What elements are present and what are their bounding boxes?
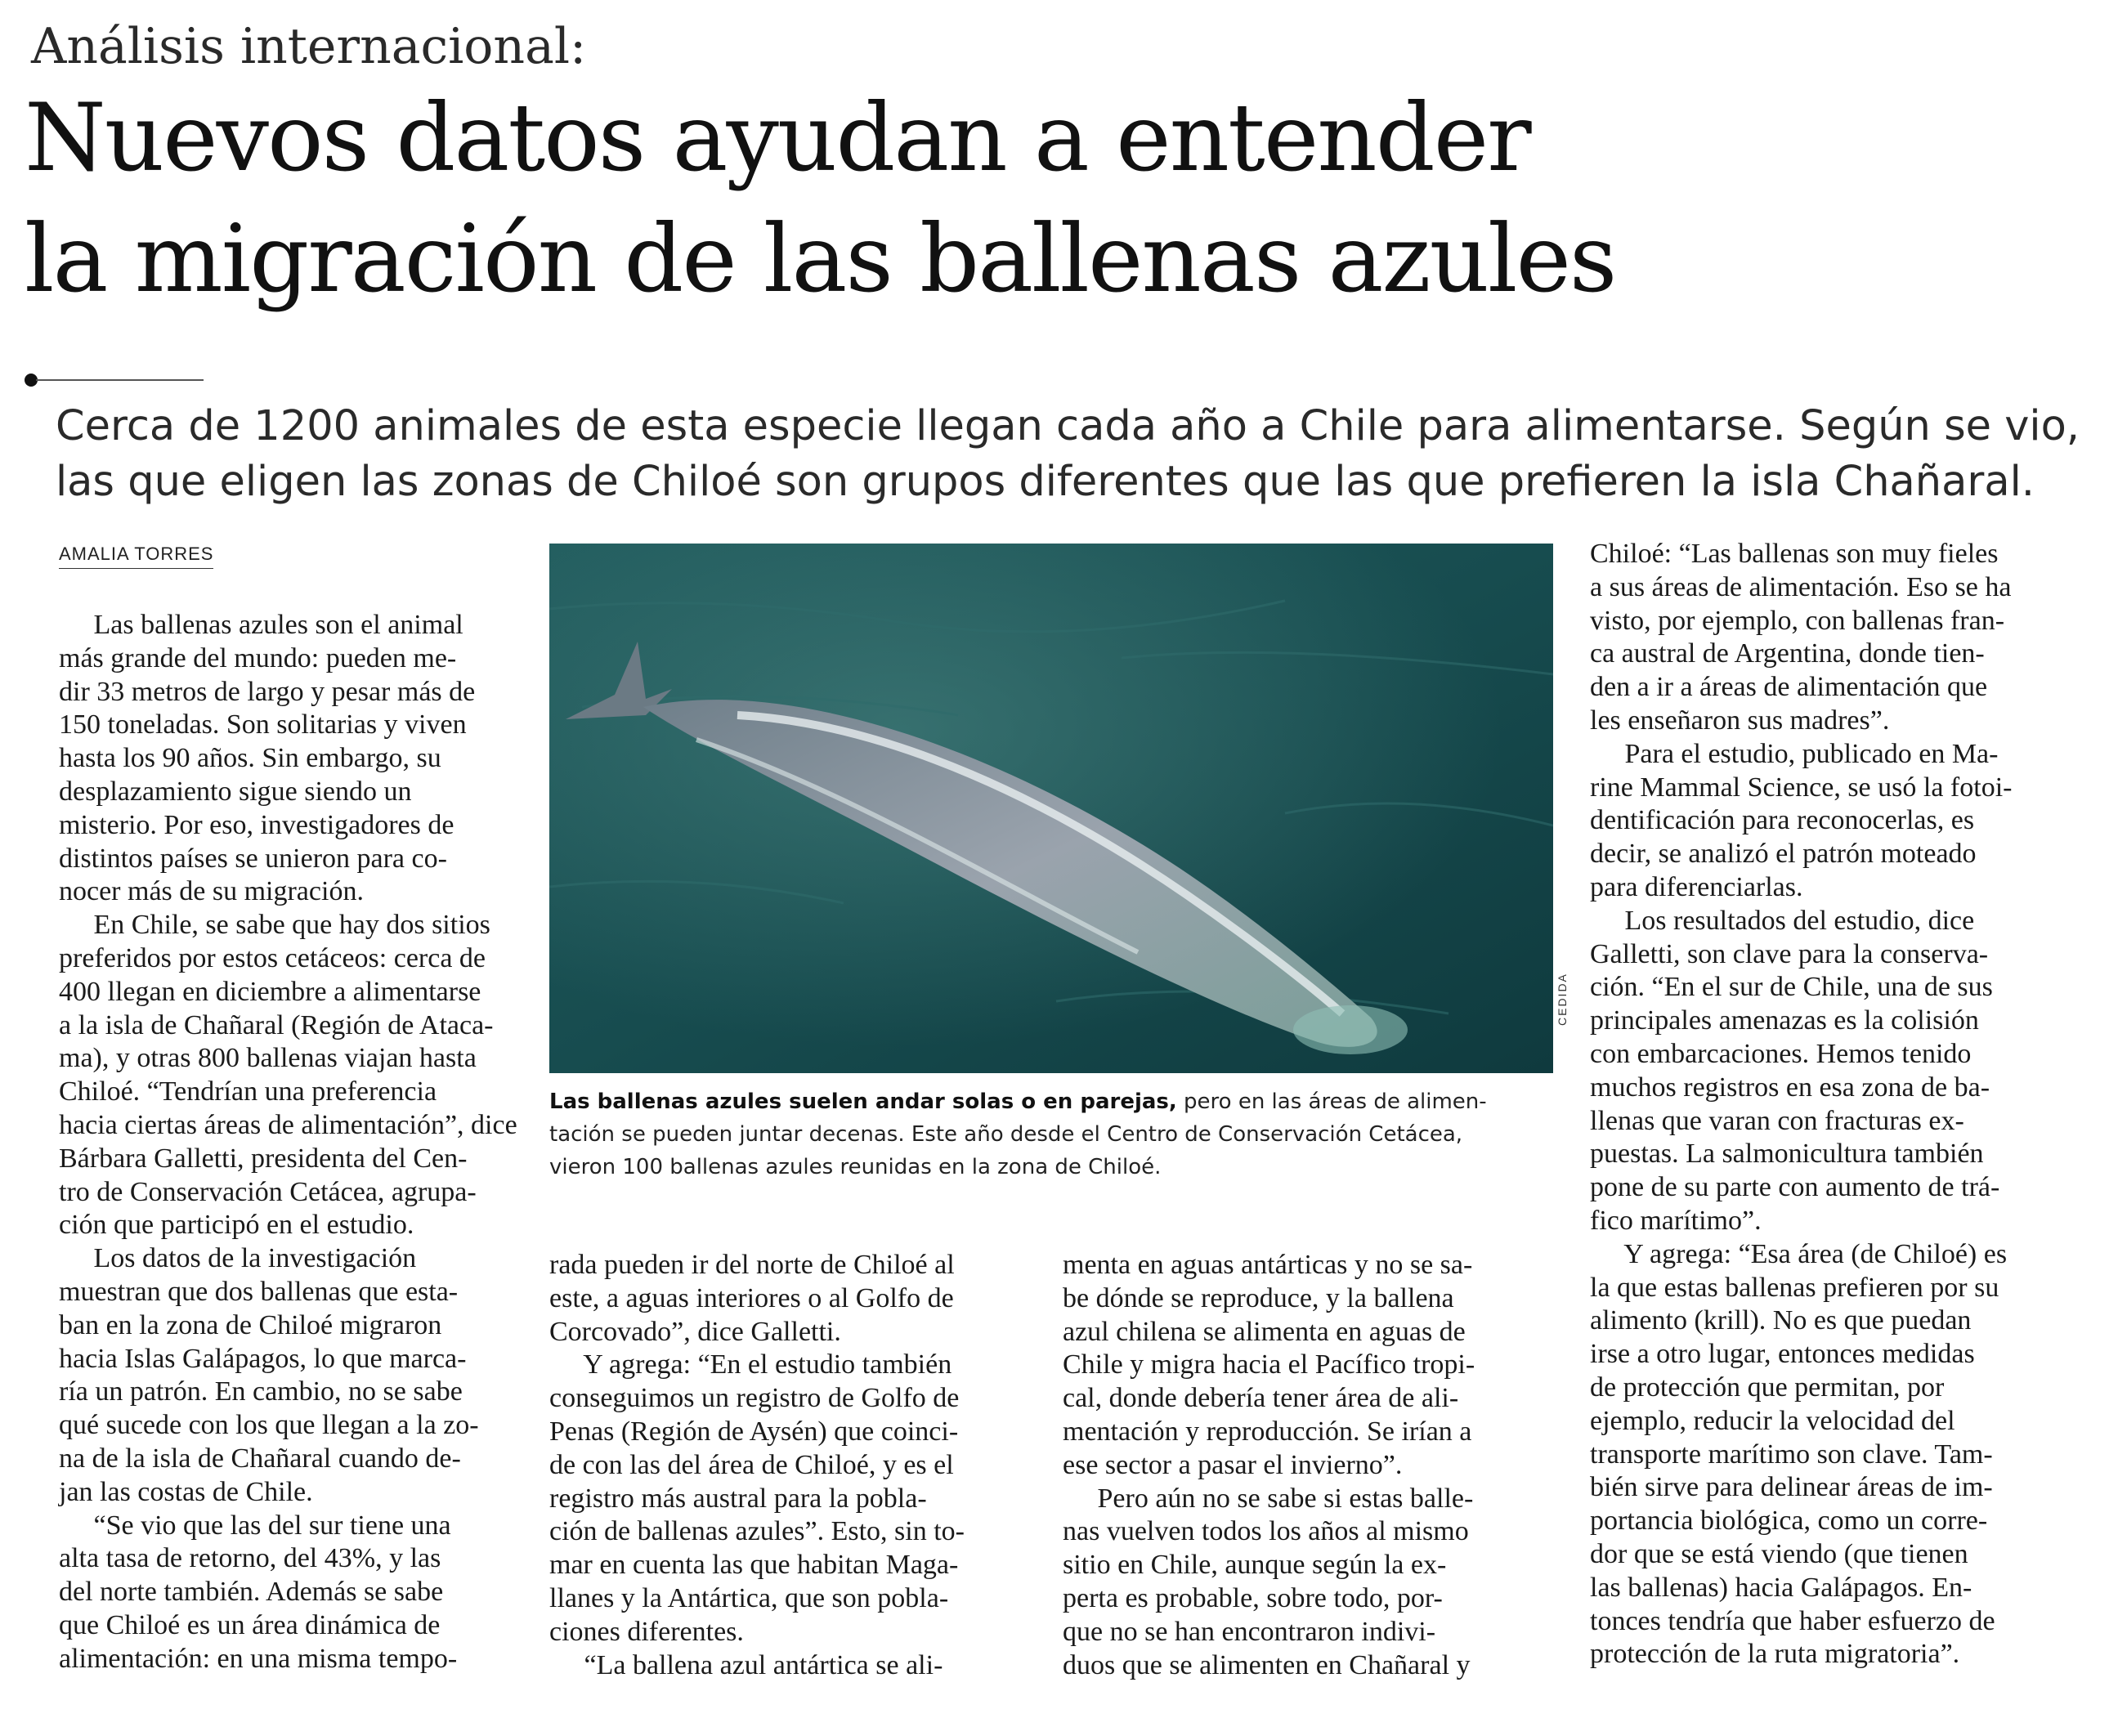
- body-line: ción que participó en el estudio.: [59, 1210, 414, 1241]
- body-line: que no se han encontraron indivi-: [1063, 1616, 1436, 1647]
- body-line: mar en cuenta las que habitan Maga-: [549, 1550, 959, 1581]
- body-line: pone de su parte con aumento de trá-: [1590, 1172, 2000, 1203]
- body-line: 150 toneladas. Son solitarias y viven: [59, 709, 467, 740]
- body-line: qué sucede con los que llegan a la zo-: [59, 1410, 479, 1441]
- body-line: jan las costas de Chile.: [59, 1476, 313, 1507]
- body-line: Galletti, son clave para la conserva-: [1590, 938, 1989, 969]
- body-line: hacia ciertas áreas de alimentación”, dice: [59, 1109, 517, 1140]
- body-line: ción de ballenas azules”. Esto, sin to-: [549, 1516, 965, 1547]
- body-line: hacia Islas Galápagos, lo que marca-: [59, 1343, 467, 1374]
- body-line: ción. “En el sur de Chile, una de sus: [1590, 972, 1993, 1003]
- body-line: las ballenas) hacia Galápagos. En-: [1590, 1572, 1972, 1603]
- deck: [56, 399, 2080, 510]
- photo-caption: [549, 1085, 1563, 1183]
- body-line: decir, se analizó el patrón moteado: [1590, 839, 1977, 870]
- body-line: tro de Conservación Cetácea, agrupa-: [59, 1176, 477, 1207]
- body-line: ma), y otras 800 ballenas viajan hasta: [59, 1043, 477, 1074]
- caption-line-2: tación se pueden juntar decenas. Este año desde el Centro de Conservación Cetácea,: [549, 1122, 1463, 1147]
- column-4: [1590, 538, 2046, 1671]
- body-line: muchos registros en esa zona de ba-: [1590, 1072, 1990, 1103]
- caption-lead: Las ballenas azules suelen andar solas o en parejas,: [549, 1089, 1177, 1114]
- body-line: cal, donde debería tener área de ali-: [1063, 1383, 1459, 1414]
- body-line: protección de la ruta migratoria”.: [1590, 1639, 1960, 1670]
- body-line: distintos países se unieron para co-: [59, 843, 447, 874]
- caption-line-1: pero en las áreas de alimen-: [1176, 1089, 1487, 1114]
- body-line: En Chile, se sabe que hay dos sitios: [59, 910, 490, 941]
- body-line: del norte también. Además se sabe: [59, 1577, 444, 1608]
- body-line: 400 llegan en diciembre a alimentarse: [59, 976, 481, 1007]
- body-line: de protección que permitan, por: [1590, 1371, 1945, 1403]
- whale-photo-illustration: [549, 544, 1553, 1073]
- body-line: “La ballena azul antártica se ali-: [549, 1649, 943, 1680]
- body-line: ca austral de Argentina, donde tien-: [1590, 638, 1985, 669]
- body-line: a la isla de Chañaral (Región de Ataca-: [59, 1009, 494, 1040]
- column-2: [549, 1249, 1005, 1682]
- body-line: nocer más de su migración.: [59, 876, 364, 907]
- headline-line-2: la migración de las ballenas azules: [25, 204, 1616, 313]
- body-line: rada pueden ir del norte de Chiloé al: [549, 1250, 955, 1280]
- headline-line-1: Nuevos datos ayudan a entender: [25, 83, 1530, 192]
- body-line: preferidos por estos cetáceos: cerca de: [59, 942, 486, 973]
- deck-line-2: las que eligen las zonas de Chiloé son grupos diferentes que las que prefieren la isla Chañaral.: [56, 458, 2035, 506]
- column-3: [1063, 1249, 1519, 1682]
- body-line: alta tasa de retorno, del 43%, y las: [59, 1543, 441, 1574]
- body-line: irse a otro lugar, entonces medidas: [1590, 1339, 1975, 1370]
- body-line: Para el estudio, publicado en Ma-: [1590, 738, 1999, 769]
- body-line: bién sirve para delinear áreas de im-: [1590, 1472, 1993, 1503]
- body-line: na de la isla de Chañaral cuando de-: [59, 1443, 461, 1474]
- deck-line-1: Cerca de 1200 animales de esta especie llegan cada año a Chile para alimentarse. Según se vio,: [56, 402, 2080, 450]
- body-line: ese sector a pasar el invierno”.: [1063, 1449, 1403, 1480]
- body-line: den a ir a áreas de alimentación que: [1590, 672, 1988, 703]
- body-line: Penas (Región de Aysén) que coinci-: [549, 1416, 959, 1447]
- body-line: dentificación para reconocerlas, es: [1590, 805, 1975, 836]
- body-line: Chiloé: “Las ballenas son muy fieles: [1590, 539, 1999, 569]
- body-line: sitio en Chile, aunque según la ex-: [1063, 1550, 1447, 1581]
- body-line: llanes y la Antártica, que son pobla-: [549, 1582, 949, 1613]
- body-line: ban en la zona de Chiloé migraron: [59, 1309, 442, 1340]
- body-line: les enseñaron sus madres”.: [1590, 705, 1890, 736]
- column-1: [59, 609, 515, 1676]
- body-line: Chile y migra hacia el Pacífico tropi-: [1063, 1349, 1475, 1380]
- body-line: la que estas ballenas prefieren por su: [1590, 1272, 1999, 1303]
- body-line: ría un patrón. En cambio, no se sabe: [59, 1376, 463, 1407]
- body-line: ejemplo, reducir la velocidad del: [1590, 1405, 1955, 1436]
- body-line: azul chilena se alimenta en aguas de: [1063, 1316, 1466, 1347]
- body-line: Y agrega: “Esa área (de Chiloé) es: [1590, 1238, 2008, 1269]
- body-line: puestas. La salmonicultura también: [1590, 1139, 1984, 1170]
- body-line: alimento (krill). No es que puedan: [1590, 1305, 1972, 1336]
- body-line: este, a aguas interiores o al Golfo de: [549, 1282, 954, 1313]
- whale-photo: [549, 544, 1553, 1073]
- body-line: que Chiloé es un área dinámica de: [59, 1609, 441, 1640]
- photo-credit: CEDIDA: [1556, 973, 1569, 1026]
- body-line: Y agrega: “En el estudio también: [549, 1349, 952, 1380]
- body-line: visto, por ejemplo, con ballenas fran-: [1590, 605, 2005, 636]
- body-line: Bárbara Galletti, presidenta del Cen-: [59, 1143, 468, 1174]
- body-line: Chiloé. “Tendrían una preferencia: [59, 1076, 437, 1107]
- body-line: hasta los 90 años. Sin embargo, su: [59, 743, 441, 774]
- body-line: nas vuelven todos los años al mismo: [1063, 1516, 1469, 1547]
- body-line: misterio. Por eso, investigadores de: [59, 809, 454, 840]
- byline: AMALIA TORRES: [59, 544, 213, 569]
- body-line: portancia biológica, como un corre-: [1590, 1506, 1988, 1537]
- body-line: alimentación: en una misma tempo-: [59, 1643, 458, 1674]
- body-line: con embarcaciones. Hemos tenido: [1590, 1038, 1972, 1069]
- body-line: Los datos de la investigación: [59, 1243, 417, 1274]
- body-line: ciones diferentes.: [549, 1616, 744, 1647]
- body-line: Corcovado”, dice Galletti.: [549, 1316, 841, 1347]
- body-line: rine Mammal Science, se usó la fotoi-: [1590, 772, 2013, 803]
- body-line: desplazamiento sigue siendo un: [59, 776, 412, 807]
- body-line: conseguimos un registro de Golfo de: [549, 1383, 960, 1414]
- body-line: Pero aún no se sabe si estas balle-: [1063, 1483, 1474, 1514]
- body-line: Los resultados del estudio, dice: [1590, 905, 1975, 936]
- body-line: fico marítimo”.: [1590, 1205, 1762, 1236]
- body-line: registro más austral para la pobla-: [549, 1483, 927, 1514]
- body-line: Las ballenas azules son el animal: [59, 610, 463, 640]
- body-line: perta es probable, sobre todo, por-: [1063, 1582, 1443, 1613]
- kicker: Análisis internacional:: [31, 18, 587, 75]
- body-line: dor que se está viendo (que tienen: [1590, 1538, 1968, 1569]
- body-line: más grande del mundo: pueden me-: [59, 642, 457, 673]
- body-line: para diferenciarlas.: [1590, 871, 1803, 902]
- body-line: muestran que dos ballenas que esta-: [59, 1276, 459, 1307]
- body-line: de con las del área de Chiloé, y es el: [549, 1449, 954, 1480]
- body-line: tonces tendría que haber esfuerzo de: [1590, 1605, 1995, 1636]
- body-line: mentación y reproducción. Se irían a: [1063, 1416, 1472, 1447]
- body-line: transporte marítimo son clave. Tam-: [1590, 1438, 1993, 1470]
- body-line: be dónde se reproduce, y la ballena: [1063, 1282, 1454, 1313]
- body-line: a sus áreas de alimentación. Eso se ha: [1590, 571, 2012, 602]
- body-line: menta en aguas antárticas y no se sa-: [1063, 1250, 1473, 1280]
- body-line: duos que se alimenten en Chañaral y: [1063, 1649, 1471, 1680]
- body-line: “Se vio que las del sur tiene una: [59, 1510, 451, 1541]
- headline: [25, 78, 2084, 320]
- body-line: llenas que varan con fracturas ex-: [1590, 1105, 1964, 1136]
- caption-line-3: vieron 100 ballenas azules reunidas en la zona de Chiloé.: [549, 1155, 1162, 1179]
- body-line: dir 33 metros de largo y pesar más de: [59, 676, 476, 707]
- bullet-rule: [36, 379, 204, 381]
- body-line: principales amenazas es la colisión: [1590, 1005, 1979, 1036]
